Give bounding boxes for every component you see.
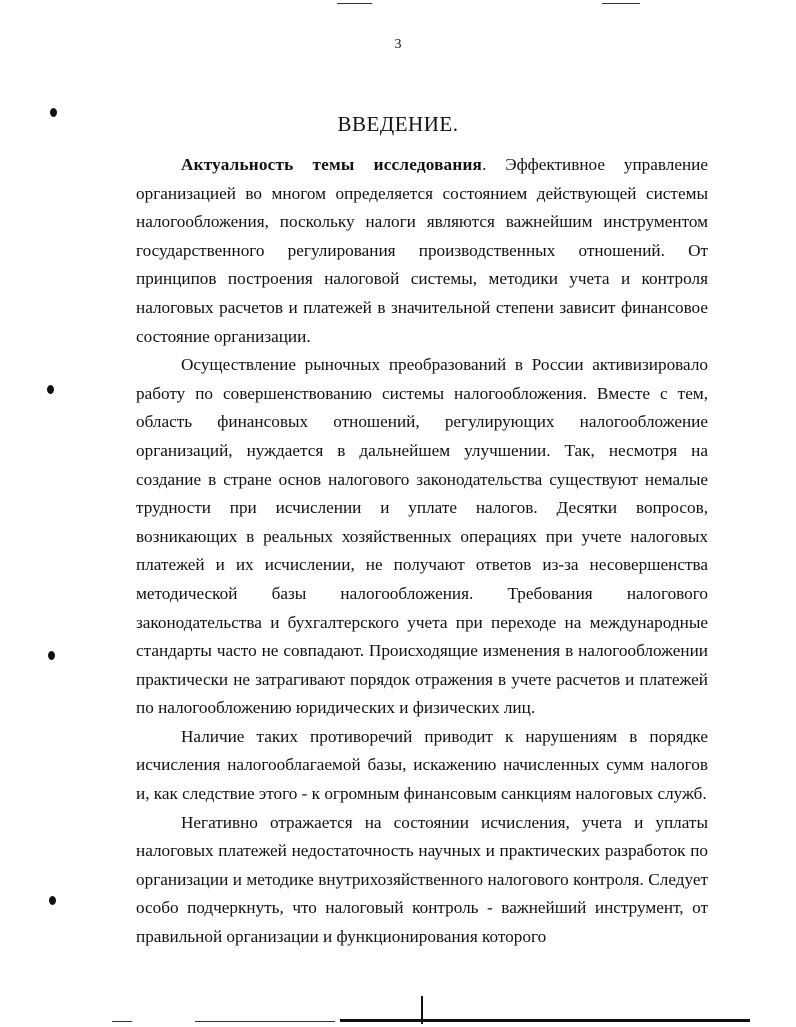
paragraph-1 (136, 151, 708, 351)
paragraph-4: Негативно отражается на состоянии исчисления, учета и уплаты налоговых платежей недостаточность научных и практических разработок по организации и методике внутрихозяйственного налогового контроля. Следует особо подчеркнуть, что налоговый контроль - важнейший инструмент, от правильной организации и функционирования которого (136, 812, 708, 947)
scan-line-top-right (602, 3, 640, 4)
page-number: 3 (394, 37, 402, 52)
punch-hole-mark (49, 896, 56, 905)
body-text (136, 151, 708, 952)
scan-line-bottom (195, 1021, 335, 1022)
punch-hole-mark (47, 385, 54, 394)
scan-line-bottom-thick (340, 1019, 750, 1022)
paragraph-3: Наличие таких противоречий приводит к нарушениям в порядке исчисления налогооблагаемой базы, искажению начисленных сумм налогов и, как следствие этого - к огромным финансовым санкциям налоговых служб. (136, 726, 708, 804)
scan-line-vertical (421, 996, 423, 1024)
paragraph-lead: Актуальность темы исследования (181, 155, 483, 174)
punch-hole-mark (48, 651, 55, 660)
scan-line-top-left (337, 3, 372, 4)
paragraph-1-text: . Эффективное управление организацией во многом определяется состоянием действующей системы налогообложения, поскольку налоги являются важнейшим инструментом государственного регулирования производственных отношений. От принципов построения налоговой системы, методики учета и контроля налоговых расчетов и платежей в значительной степени зависит финансовое состояние организации. (136, 155, 708, 346)
scan-line-bottom (112, 1021, 132, 1022)
paragraph-2: Осуществление рыночных преобразований в России активизировало работу по совершенствованию системы налогообложения. Вместе с тем, область финансовых отношений, регулирующих налогообложение организаций, нуждается в дальнейшем улучшении. Так, несмотря на создание в стране основ налогового законодательства существуют немалые трудности при исчислении и уплате налогов. Десятки вопросов, возникающих в реальных хозяйственных операциях при учете налоговых платежей и их исчислении, не получают ответов из-за несовершенства методической базы налогообложения. Требования налогового законодательства и бухгалтерского учета при переходе на международные стандарты часто не совпадают. Происходящие изменения в налогообложении практически не затрагивают порядок отражения в учете расчетов и платежей по налогообложению юридических и физических лиц. (136, 355, 708, 718)
section-title: ВВЕДЕНИЕ. (337, 112, 459, 136)
